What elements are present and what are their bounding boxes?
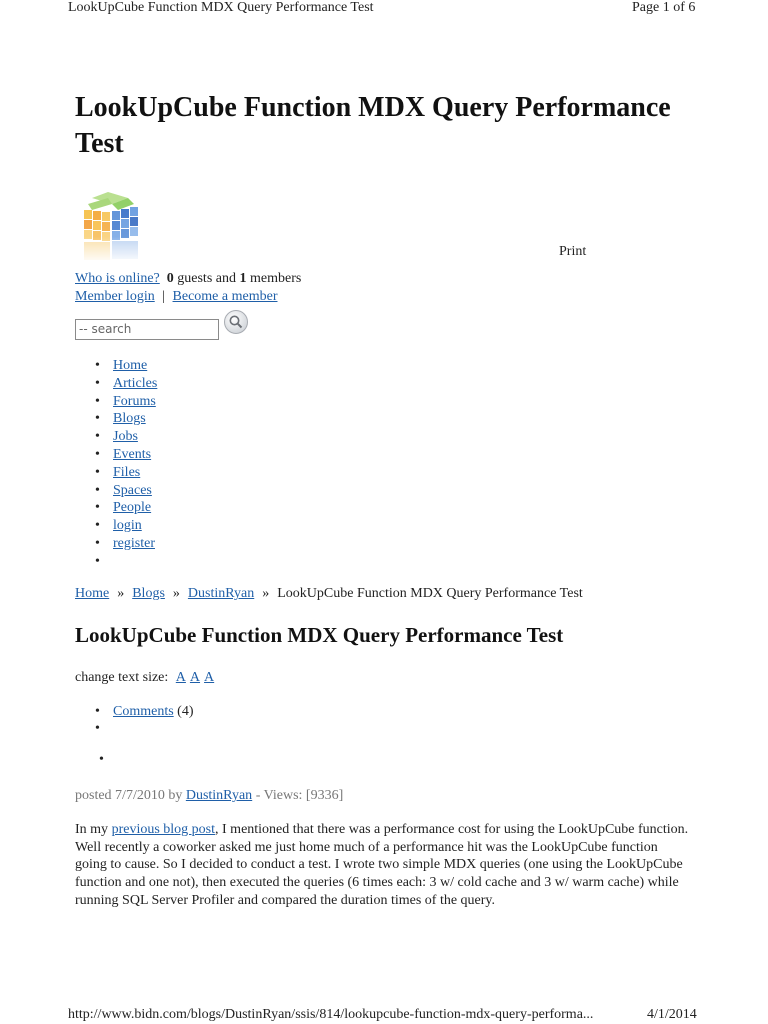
empty-action-item: [95, 720, 194, 737]
nav-link-events[interactable]: Events: [113, 446, 152, 462]
nav-item-blogs: [95, 410, 157, 428]
breadcrumb-author[interactable]: DustinRyan: [187, 586, 255, 601]
member-login-link[interactable]: Member login: [75, 289, 155, 304]
who-is-online: [75, 271, 301, 287]
posted-date: posted 7/7/2010 by: [75, 788, 183, 803]
page-title: LookUpCube Function MDX Query Performance Test: [75, 92, 671, 159]
member-separator: |: [162, 289, 166, 304]
members-count: 1: [239, 271, 247, 286]
comments-link[interactable]: Comments: [113, 704, 174, 719]
become-member-link[interactable]: Become a member: [172, 289, 278, 304]
text-size-large[interactable]: A: [204, 670, 215, 685]
site-logo-cube-icon: [78, 190, 140, 262]
print-header-title: LookUpCube Function MDX Query Performance Test: [68, 0, 374, 15]
views-count: - Views: [9336]: [255, 788, 344, 803]
body-rest: , I mentioned that there was a performance cost for using the LookUpCube function. Well recently a coworker asked me just home much of a performance hit was the LookUpCube function going to cause. So I decided to conduct a test. I wrote two simple MDX queries (one using the LookUpCube function and one not), then executed the queries (6 times each: 3 w/ cold cache and 3 w/ warm cache) while running SQL Server Profiler and compared the duration times of the query.: [75, 822, 689, 908]
main-nav: [95, 357, 157, 571]
breadcrumb-home[interactable]: Home: [75, 586, 110, 601]
nav-item-people: [95, 499, 157, 517]
nav-item-register: [95, 535, 157, 553]
print-footer-url: http://www.bidn.com/blogs/DustinRyan/ssis/814/lookupcube-function-mdx-query-performa...: [68, 1007, 594, 1022]
search-input[interactable]: -- search: [75, 319, 219, 340]
nav-link-jobs[interactable]: Jobs: [113, 429, 138, 445]
nav-item-empty: [95, 553, 157, 571]
text-size-small[interactable]: A: [175, 670, 186, 685]
breadcrumb-separator: »: [117, 586, 125, 601]
print-link[interactable]: Print: [559, 244, 587, 259]
nav-item-events: [95, 446, 157, 464]
members-text: members: [246, 271, 302, 286]
empty-bullet: •: [99, 752, 104, 767]
article-actions: [95, 703, 194, 737]
nav-item-home: [95, 357, 157, 375]
text-size-label: change text size:: [75, 670, 169, 685]
comments-item: [95, 703, 194, 720]
nav-item-jobs: [95, 428, 157, 446]
article-title: LookUpCube Function MDX Query Performance Test: [75, 623, 564, 647]
author-link[interactable]: DustinRyan: [185, 788, 253, 803]
nav-link-register[interactable]: register: [113, 535, 155, 551]
nav-item-spaces: [95, 482, 157, 500]
search-icon[interactable]: [223, 309, 249, 335]
nav-link-articles[interactable]: Articles: [113, 375, 158, 391]
nav-link-people[interactable]: People: [113, 500, 152, 516]
nav-link-blogs[interactable]: Blogs: [113, 411, 146, 427]
text-size-medium[interactable]: A: [189, 670, 201, 685]
nav-link-forums[interactable]: Forums: [113, 393, 156, 409]
post-meta: [75, 788, 343, 804]
guests-count: 0: [166, 271, 174, 286]
nav-link-spaces[interactable]: Spaces: [113, 482, 152, 498]
guests-text: guests and: [173, 271, 240, 286]
article-body: [75, 821, 690, 910]
breadcrumb-separator: »: [172, 586, 180, 601]
breadcrumb: [75, 586, 583, 602]
breadcrumb-blogs[interactable]: Blogs: [132, 586, 165, 601]
print-footer-date: 4/1/2014: [647, 1007, 697, 1022]
print-header-page-number: Page 1 of 6: [632, 0, 696, 15]
who-is-online-link[interactable]: Who is online?: [75, 271, 160, 286]
nav-link-files[interactable]: Files: [113, 464, 141, 480]
nav-item-forums: [95, 393, 157, 411]
breadcrumb-current: LookUpCube Function MDX Query Performance Test: [277, 586, 583, 601]
nav-item-login: [95, 517, 157, 535]
nav-item-files: [95, 464, 157, 482]
breadcrumb-separator: »: [262, 586, 270, 601]
nav-link-login[interactable]: login: [113, 518, 142, 534]
nav-link-home[interactable]: Home: [113, 358, 148, 373]
member-links: [75, 289, 277, 305]
nav-item-articles: [95, 375, 157, 393]
comments-count: (4): [177, 704, 194, 719]
body-prefix: In my: [75, 822, 112, 837]
previous-post-link[interactable]: previous blog post: [111, 822, 216, 837]
text-size-control: [75, 670, 214, 686]
